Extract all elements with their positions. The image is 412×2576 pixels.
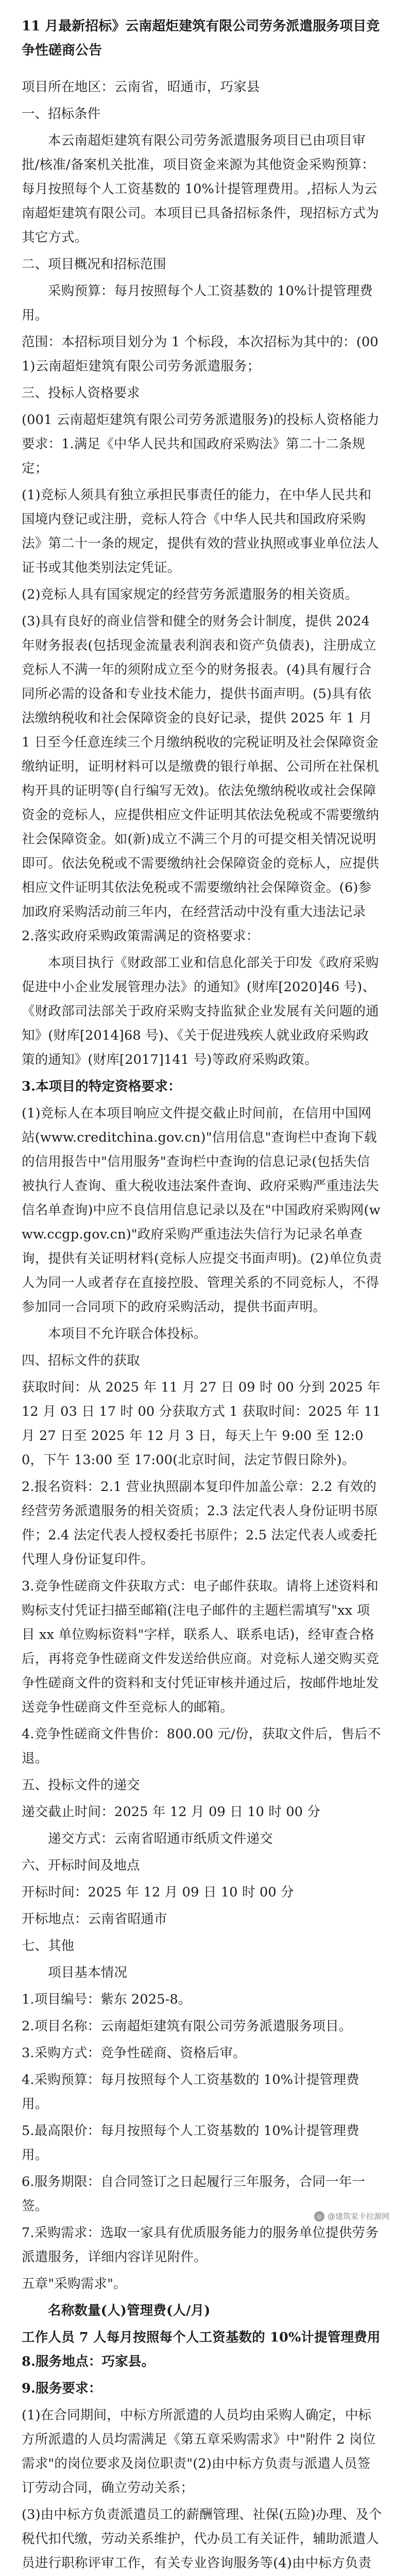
- section-7-requirements: 7.采购需求：选取一家具有优质服务能力的服务单位提供劳务派遣服务，详细内容详见附件。: [22, 2225, 379, 2265]
- section-4-time: 获取时间：从 2025 年 11 月 27 日 09 时 00 分到 2025 年 12 月 03 日 17 时 00 分获取方式 1 获取时间：2025 年 11 月 27 日至 2025 年 12 月 3 日，每天上午 9:00 至 12:00，下午 13:00 至 17:00(北京时间，法定节假日除外)。: [22, 1380, 381, 1468]
- section-title-3: 三、投标人资格要求: [22, 385, 140, 401]
- section-7-service-period: 6.服务期限：自合同签订之日起履行三年服务，合同一年一签。: [22, 2174, 366, 2214]
- section-7-table-header: 名称数量(人)管理费(人/月): [48, 2303, 211, 2318]
- section-5-method: 递交方式：云南省昭通市纸质文件递交: [48, 1831, 273, 1846]
- section-7-service-requirements: 9.服务要求：: [22, 2381, 102, 2396]
- section-7-staff: 工作人员 7 人每月按照每个人工资基数的 10%计提管理费用 8.服务地点：巧家县。: [22, 2330, 381, 2369]
- section-title-6: 六、开标时间及地点: [22, 1858, 140, 1873]
- section-7-max-price: 5.最高限价：每月按照每个人工资基数的 10%计提管理费用。: [22, 2123, 359, 2163]
- section-1-paragraph: 本云南超炬建筑有限公司劳务派遣服务项目已由项目审批/核准/备案机关批准，项目资金来源为其他资金采购预算：每月按照每个人工资基数的 10%计提管理费用。,招标人为云南超炬建筑有限公司。本项目已具备招标条件，现招标方式为其它方式。: [22, 133, 379, 245]
- section-title-2: 二、项目概况和招标范围: [22, 257, 166, 272]
- section-3-item-3: (3)具有良好的商业信誉和健全的财务会计制度，提供 2024 年财务报表(包括现金流量表利润表和资产负债表)，注册成立竞标人不满一年的须附成立至今的财务报表。(4)具有履行合同所必需的设备和专业技术能力，提供书面声明。(5)具有依法缴纳税收和社会保障资金的良好记录，提供 2025 年 1 月 1 日至今任意连续三个月缴纳税收的完税证明及社会保障资金缴纳证明，证明材料可以是缴费的银行单据、公司所在社保机构开具的证明等(自行编写无效)。依法免缴纳税收或社会保障资金的竞标人，应提供相应文件证明其依法免税或不需要缴纳社会保障资金。如(新)成立不满三个月的可提交相关情况说明即可。依法免税或不需要缴纳社会保障资金的竞标人，应提供相应文件证明其依法免税或不需要缴纳社会保障资金。(6)参加政府采购活动前三年内，在经营活动中没有重大违法记录 2.落实政府采购政策需满足的资格要求：: [22, 614, 379, 944]
- section-title-4: 四、招标文件的获取: [22, 1353, 140, 1368]
- section-2-scope: 范围：本招标项目划分为 1 个标段，本次招标为其中的：(001)云南超炬建筑有限公司劳务派遣服务；: [22, 334, 379, 374]
- section-3-item-1: (1)竞标人须具有独立承担民事责任的能力，在中华人民共和国境内登记或注册，竞标人符合《中华人民共和国政府采购法》第二十一条的规定，提供有效的营业执照或事业单位法人证书或其他类别法定凭证。: [22, 487, 379, 575]
- section-3-special-text: (1)竞标人在本项目响应文件提交截止时间前，在信用中国网站(www.creditchina.gov.cn)"信用信息"查询栏中查询下载的信用报告中"信用服务"查询栏中查询的信息记录(包括失信被执行人查询、重大税收违法案件查询、政府采购严重违法失信名单查询)中应不良信用信息记录以及在"中国政府采购网(www.ccgp.gov.cn)"政府采购严重违法失信行为记录名单查询，提供有关证明材料(竞标人应提交书面声明)。(2)单位负责人为同一人或者存在直接控股、管理关系的不同竞标人，不得参加同一合同项下的政府采购活动，提供书面声明。: [22, 1106, 382, 1315]
- section-4-price: 4.竞争性磋商文件售价：800.00 元/份，获取文件后，售后不退。: [22, 1726, 381, 1766]
- section-3-intro: (001 云南超炬建筑有限公司劳务派遣服务)的投标人资格能力要求：1.满足《中华人民共和国政府采购法》第二十二条规定；: [22, 412, 380, 476]
- section-5-deadline: 递交截止时间：2025 年 12 月 09 日 10 时 00 分: [22, 1804, 321, 1820]
- article-header: [22, 14, 382, 63]
- section-3-special-title: 3.本项目的特定资格要求：: [22, 1079, 181, 1094]
- section-3-policy: 本项目执行《财政部工业和信息化部关于印发《政府采购促进中小企业发展管理办法》的通知》(财库[2020]46 号)、《财政部司法部关于政府采购支持监狱企业发展有关问题的通知》(财库[2014]68 号)、《关于促进残疾人就业政府采购政策的通知》(财库[2017]141 号)等政府采购政策。: [22, 955, 379, 1067]
- section-title-5: 五、投标文件的递交: [22, 1777, 140, 1793]
- section-6-location: 开标地点：云南省昭通市: [22, 1911, 167, 1927]
- section-7-procurement-method: 3.采购方式：竞争性磋商、资格后审。: [22, 2045, 246, 2061]
- project-location: 项目所在地区：云南省，昭通市，巧家县: [22, 79, 260, 95]
- watermark-text: @建筑家卡拉源网: [327, 2212, 389, 2221]
- section-2-budget: 采购预算：每月按照每个人工资基数的 10%计提管理费用。: [22, 283, 373, 323]
- section-title-1: 一、招标条件: [22, 106, 101, 122]
- section-7-project-name: 2.项目名称：云南超炬建筑有限公司劳务派遣服务项目。: [22, 2019, 352, 2034]
- section-7-basic-info: 项目基本情况: [48, 1965, 128, 1980]
- section-title-7: 七、其他: [22, 1938, 75, 1954]
- watermark: [314, 2211, 389, 2222]
- section-7-budget: 4.采购预算：每月按照每个人工资基数的 10%计提管理费用。: [22, 2072, 359, 2112]
- section-7-requirements-ref: 五章"采购需求"。: [22, 2276, 127, 2292]
- section-7-project-number: 1.项目编号：紫东 2025-8。: [22, 1992, 192, 2007]
- section-4-materials: 2.报名资料：2.1 营业执照副本复印件加盖公章：2.2 有效的经营劳务派遣服务的相关资质；2.3 法定代表人身份证明书原件；2.4 法定代表人授权委托书原件；2.5 法定代表人或委托代理人身份证复印件。: [22, 1479, 378, 1567]
- section-4-method: 3.竞争性磋商文件获取方式：电子邮件获取。请将上述资料和购标支付凭证扫描至邮箱(注电子邮件的主题栏需填写"xx 项目 xx 单位购标资料"字样，联系人、联系电话)，经审查合格后，再将竞争性磋商文件发送给供应商。对竞标人递交购买竞争性磋商文件的资料和支付凭证审核并通过后，按邮件地址发送竞争性磋商文件至竞标人的邮箱。: [22, 1579, 379, 1715]
- section-7-requirement-3: (3)由中标方负责派遣员工的薪酬管理、社保(五险)办理、及个税代扣代缴，劳动关系维护，代办员工有关证件，辅助派遣人员进行职称评审工作，有关专业咨询服务等(4)由中标方负责: [22, 2507, 382, 2571]
- section-7-requirement-1: (1)在合同期间，中标方所派遣的人员均由采购人确定，中标方所派遣的人员均需满足《第五章采购需求》中"附件 2 岗位需求"的岗位要求及岗位职责"(2)由中标方负责与派遣人员签订劳动合同，确立劳动关系；: [22, 2408, 376, 2496]
- section-3-item-2: (2)竞标人具有国家规定的经营劳务派遣服务的相关资质。: [22, 587, 358, 602]
- watermark-logo-icon: ◎: [314, 2211, 324, 2222]
- article-title: 11 月最新招标》云南超炬建筑有限公司劳务派遣服务项目竞争性磋商公告: [22, 19, 380, 58]
- section-3-no-consortium: 本项目不允许联合体投标。: [48, 1326, 207, 1342]
- section-6-time: 开标时间：2025 年 12 月 09 日 10 时 00 分: [22, 1885, 294, 1900]
